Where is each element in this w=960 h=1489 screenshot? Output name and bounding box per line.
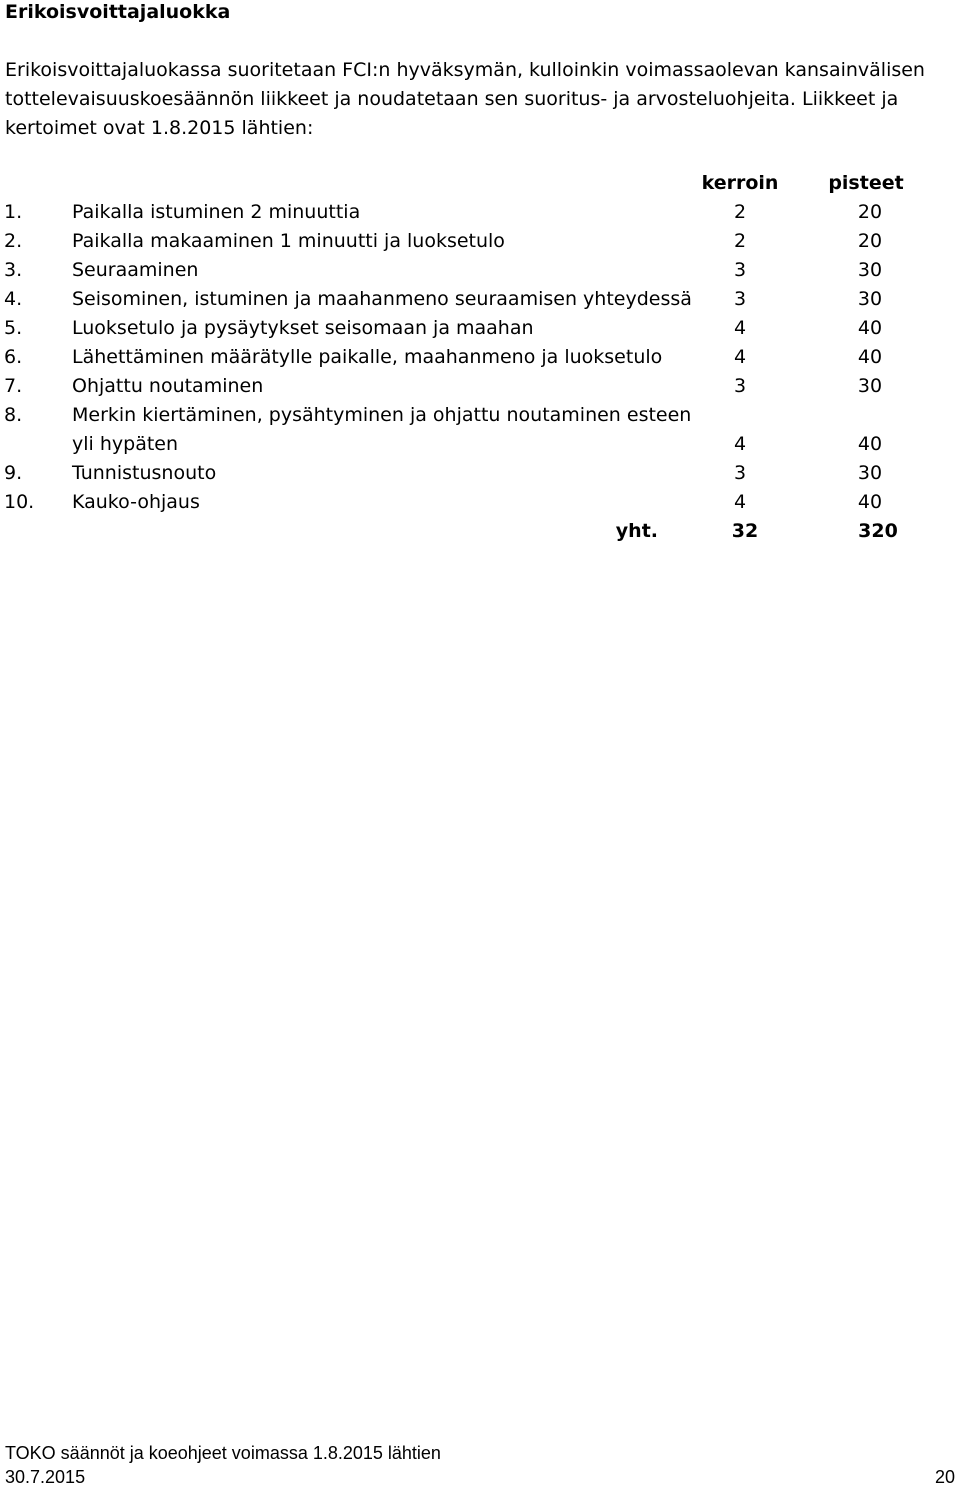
row-pisteet: 40 [857, 433, 883, 455]
row-number: 6. [4, 346, 23, 368]
row-number: 2. [4, 230, 23, 252]
table-header-row [0, 169, 960, 198]
exercise-name: Ohjattu noutaminen [72, 375, 264, 397]
row-number: 5. [4, 317, 23, 339]
row-pisteet: 30 [857, 462, 883, 484]
row-kerroin: 4 [733, 491, 747, 513]
row-kerroin: 4 [733, 317, 747, 339]
row-pisteet: 30 [857, 259, 883, 281]
page-title: Erikoisvoittajaluokka [5, 1, 231, 23]
exercise-name: Paikalla makaaminen 1 minuutti ja luoksetulo [72, 230, 505, 252]
header-pisteet: pisteet [828, 172, 904, 194]
table-row [0, 459, 960, 488]
total-pisteet: 320 [858, 520, 898, 542]
row-pisteet: 40 [857, 346, 883, 368]
table-row [0, 401, 960, 459]
row-kerroin: 3 [733, 462, 747, 484]
row-number: 4. [4, 288, 23, 310]
exercise-name: Kauko-ohjaus [72, 491, 200, 513]
table-row [0, 372, 960, 401]
row-kerroin: 2 [733, 230, 747, 252]
exercise-name: Lähettäminen määrätylle paikalle, maahanmeno ja luoksetulo [72, 346, 663, 368]
table-row [0, 227, 960, 256]
row-kerroin: 3 [733, 288, 747, 310]
exercise-name: Merkin kiertäminen, pysähtyminen ja ohjattu noutaminen esteen yli hypäten [72, 404, 692, 455]
exercise-name: Paikalla istuminen 2 minuuttia [72, 201, 361, 223]
total-kerroin: 32 [731, 520, 759, 542]
page-footer [5, 1441, 955, 1489]
exercise-name: Seuraaminen [72, 259, 199, 281]
row-pisteet: 30 [857, 288, 883, 310]
row-kerroin: 2 [733, 201, 747, 223]
row-pisteet: 40 [857, 491, 883, 513]
row-kerroin: 3 [733, 259, 747, 281]
footer-page-number: 20 [934, 1467, 955, 1487]
row-kerroin: 4 [733, 433, 747, 455]
intro-paragraph: Erikoisvoittajaluokassa suoritetaan FCI:n hyväksymän, kulloinkin voimassaolevan kansainvälisen tottelevaisuuskoesäännön liikkeet ja noudatetaan sen suoritus- ja arvosteluohjeita. Liikkeet ja kertoimet ovat 1.8.2015 lähtien: [5, 59, 925, 139]
table-row [0, 343, 960, 372]
row-number: 3. [4, 259, 23, 281]
row-kerroin: 3 [733, 375, 747, 397]
row-number: 7. [4, 375, 23, 397]
table-row [0, 256, 960, 285]
row-number: 8. [4, 404, 23, 426]
row-pisteet: 30 [857, 375, 883, 397]
table-row [0, 488, 960, 517]
row-kerroin: 4 [733, 346, 747, 368]
row-number: 1. [4, 201, 23, 223]
row-pisteet: 40 [857, 317, 883, 339]
table-row [0, 198, 960, 227]
footer-date: 30.7.2015 [5, 1467, 86, 1487]
exercise-name: Luoksetulo ja pysäytykset seisomaan ja maahan [72, 317, 534, 339]
exercise-name: Seisominen, istuminen ja maahanmeno seuraamisen yhteydessä [72, 288, 692, 310]
row-pisteet: 20 [857, 201, 883, 223]
header-kerroin: kerroin [701, 172, 779, 194]
table-total-row [0, 517, 960, 546]
footer-document-title: TOKO säännöt ja koeohjeet voimassa 1.8.2015 lähtien [5, 1443, 441, 1463]
exercise-name: Tunnistusnouto [72, 462, 217, 484]
table-row [0, 285, 960, 314]
row-number: 10. [4, 491, 35, 513]
table-row [0, 314, 960, 343]
row-pisteet: 20 [857, 230, 883, 252]
exercise-table [0, 169, 960, 546]
total-label: yht. [615, 520, 658, 542]
row-number: 9. [4, 462, 23, 484]
